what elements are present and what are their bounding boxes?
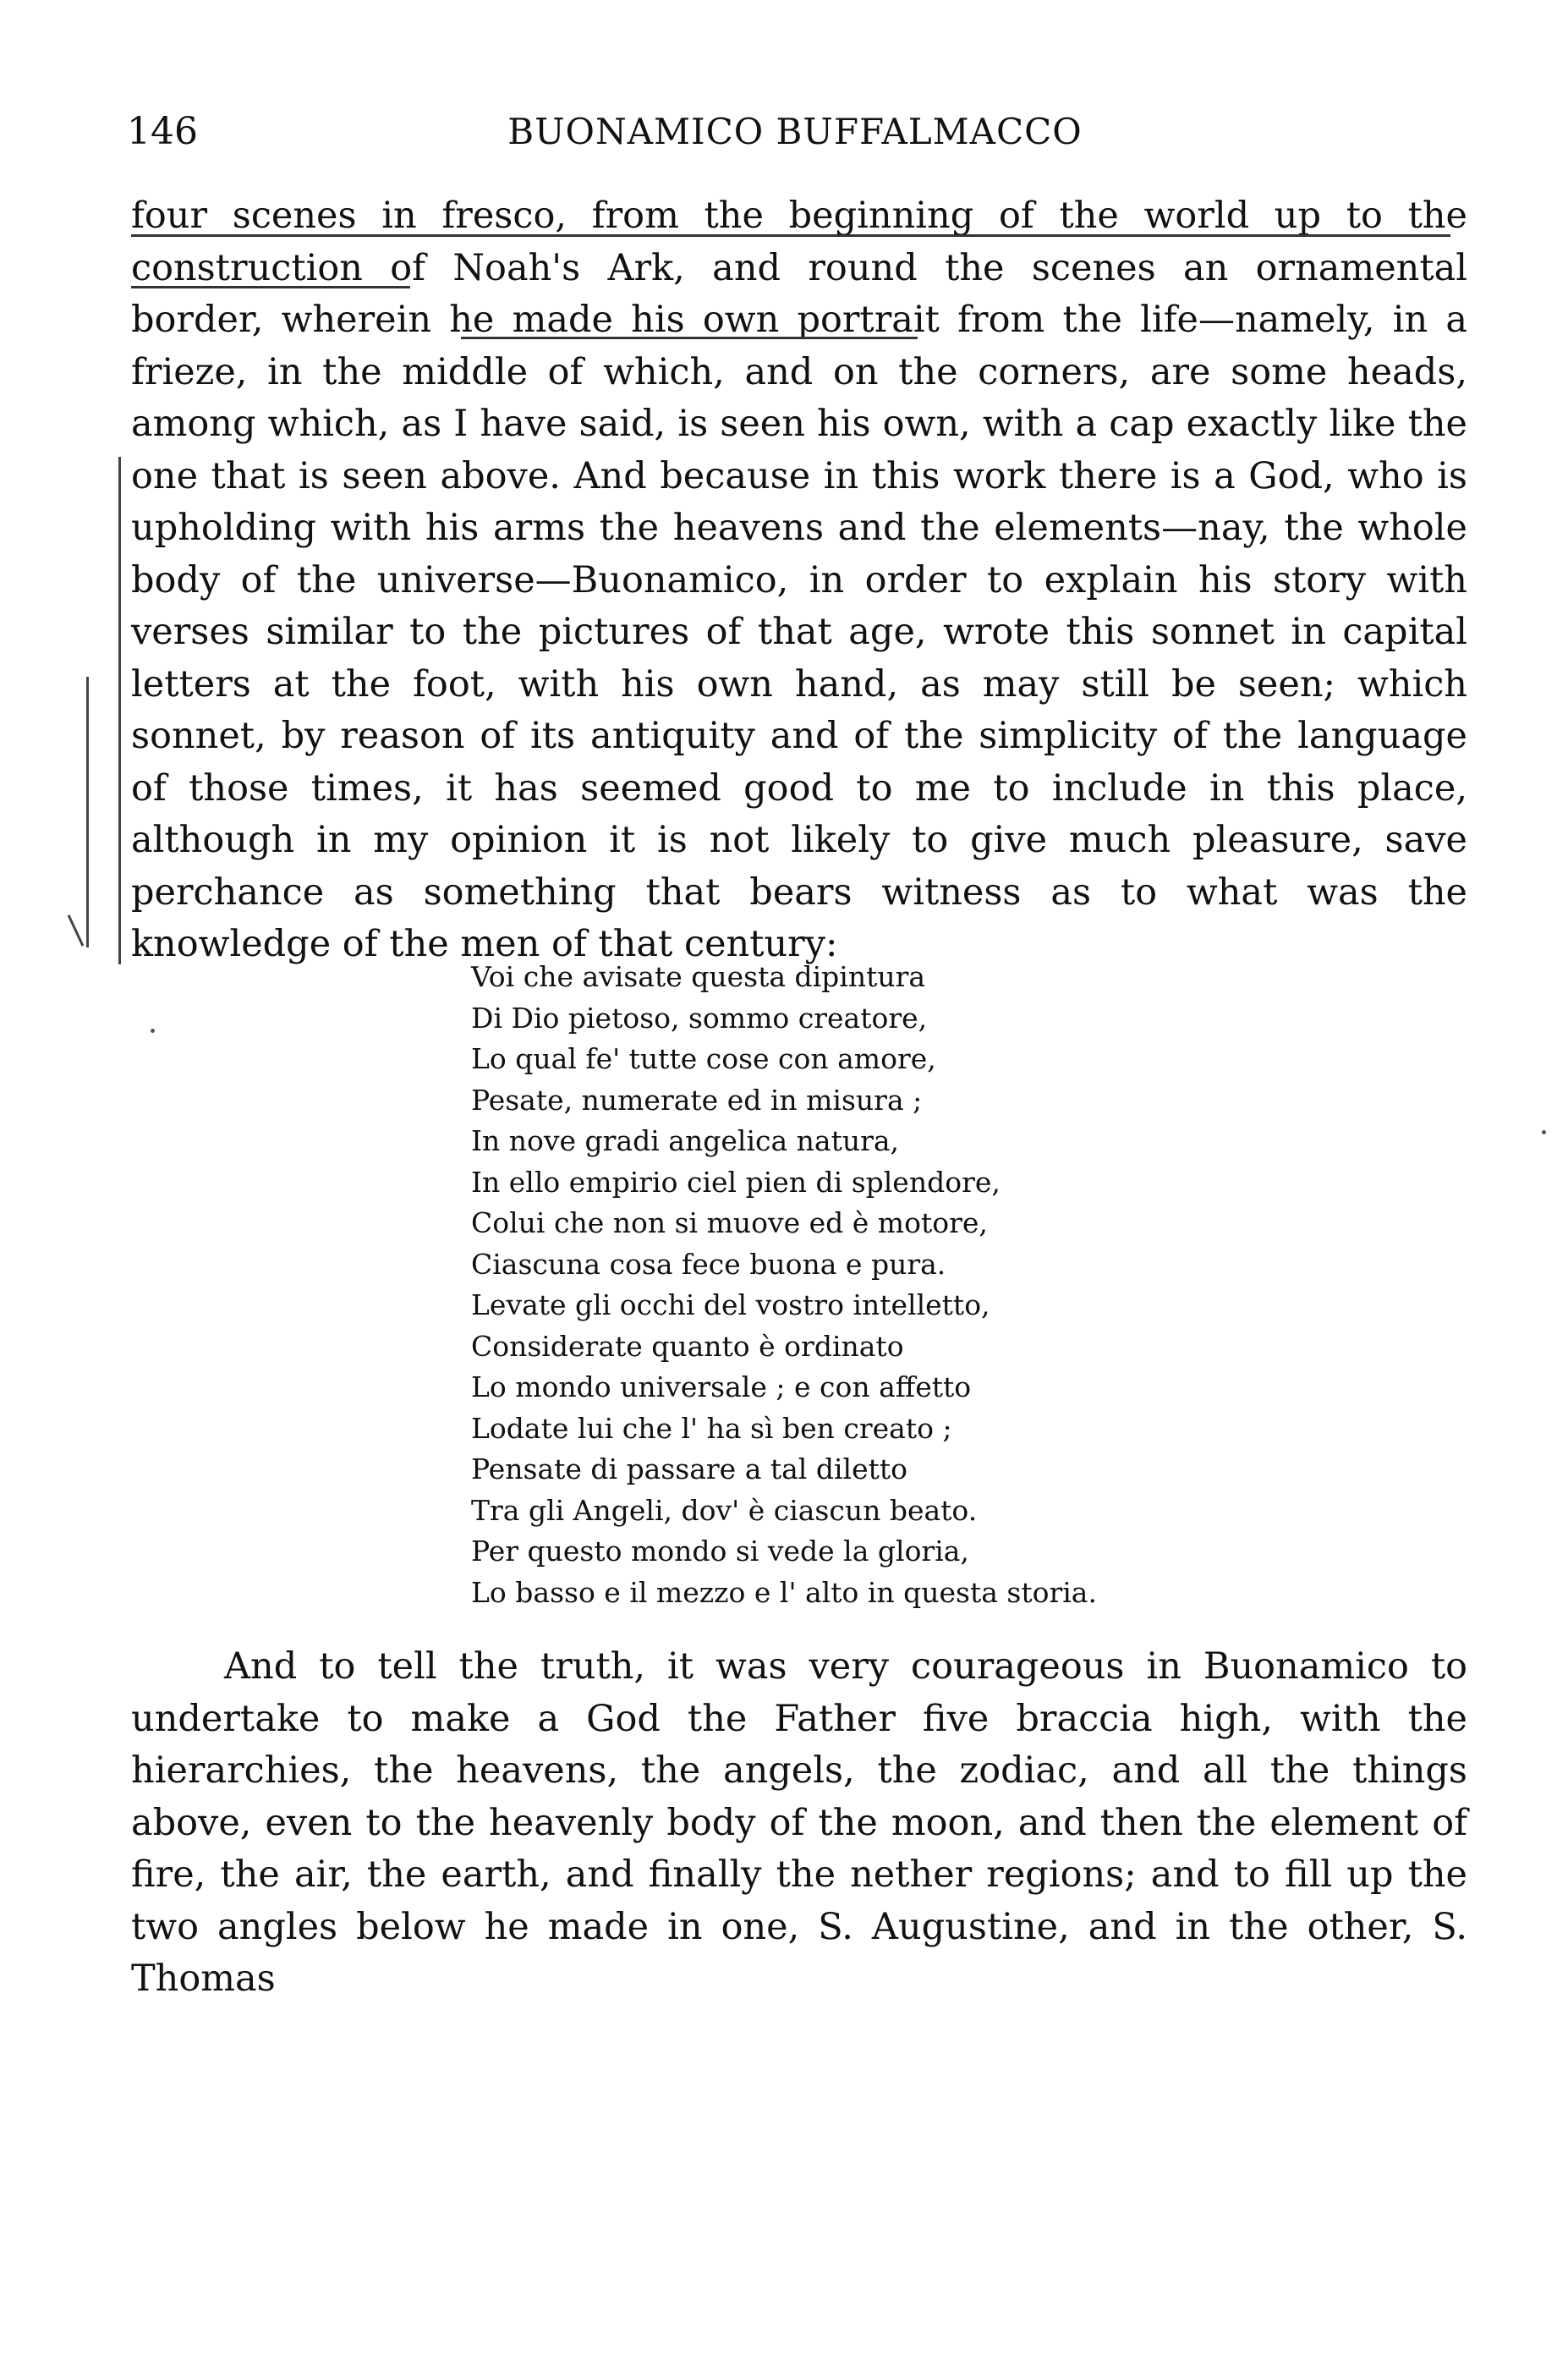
poem-line: Considerate quanto è ordinato xyxy=(471,1329,904,1363)
pencil-underline xyxy=(131,234,1450,237)
paragraph-1: four scenes in fresco, from the beginning of the world up to the construction of Noah's Ark, and round the scenes an ornamental border, wherein he made his own portrait from the life—namely, in a frieze, in the middle of which, and on the corners, are some heads, among which, as I have said, is seen his own, with a cap exactly like the one that is seen above. And because in this work there is a God, who is upholding with his arms the heavens and the elements—nay, the whole body of the universe—Buonamico, in order to explain his story with verses similar to the pictures of that age, wrote this sonnet in capital letters at the foot, with his own hand, as may still be seen; which sonnet, by reason of its antiquity and of the simplicity of the language of those times, it has seemed good to me to include in this place, although in my opinion it is not likely to give much pleasure, save perchance as something that bears witness as to what was the knowledge of the men of that century: xyxy=(131,195,1467,965)
pencil-underline xyxy=(131,286,410,288)
poem-line: Per questo mondo si vede la gloria, xyxy=(471,1535,969,1568)
poem-line: Lodate lui che l' ha sì ben creato ; xyxy=(471,1411,952,1445)
poem-line: In nove gradi angelica natura, xyxy=(471,1124,900,1157)
poem-line: In ello empirio ciel pien di splendore, xyxy=(471,1165,1001,1199)
margin-pencil-mark xyxy=(118,457,121,964)
poem-line: Ciascuna cosa fece buona e pura. xyxy=(471,1247,946,1281)
poem-line: Lo qual fe' tutte cose con amore, xyxy=(471,1042,936,1075)
margin-pencil-mark xyxy=(68,914,85,947)
margin-pencil-mark xyxy=(86,677,89,947)
running-head: BUONAMICO BUFFALMACCO xyxy=(507,111,1083,152)
poem-line: Pensate di passare a tal diletto xyxy=(471,1452,907,1485)
page-number: 146 xyxy=(127,110,198,153)
poem-line: Tra gli Angeli, dov' è ciascun beato. xyxy=(471,1493,978,1527)
poem-line: Levate gli occhi del vostro intelletto, xyxy=(471,1288,990,1321)
poem-line: Voi che avisate questa dipintura xyxy=(471,960,926,993)
poem-line: Colui che non si muove ed è motore, xyxy=(471,1206,988,1239)
poem-line: Di Dio pietoso, sommo creatore, xyxy=(471,1001,928,1035)
poem-line: Lo mondo universale ; e con affetto xyxy=(471,1370,972,1403)
paragraph-2: And to tell the truth, it was very courageous in Buonamico to undertake to make a God the Father five braccia high, with the hierarchies, the heavens, the angels, the zodiac, and all the things above, even to the heavenly body of the moon, and then the element of fire, the air, the earth, and finally the nether regions; and to fill up the two angles below he made in one, S. Augustine, and in the other, S. Thomas xyxy=(131,1645,1467,2000)
poem-line: Pesate, numerate ed in misura ; xyxy=(471,1083,923,1117)
pencil-underline xyxy=(461,337,918,339)
stray-mark xyxy=(1542,1130,1546,1134)
stray-mark xyxy=(151,1029,155,1033)
page-header xyxy=(127,108,1463,156)
poem-line: Lo basso e il mezzo e l' alto in questa storia. xyxy=(471,1575,1097,1609)
sonnet xyxy=(471,957,1317,1613)
